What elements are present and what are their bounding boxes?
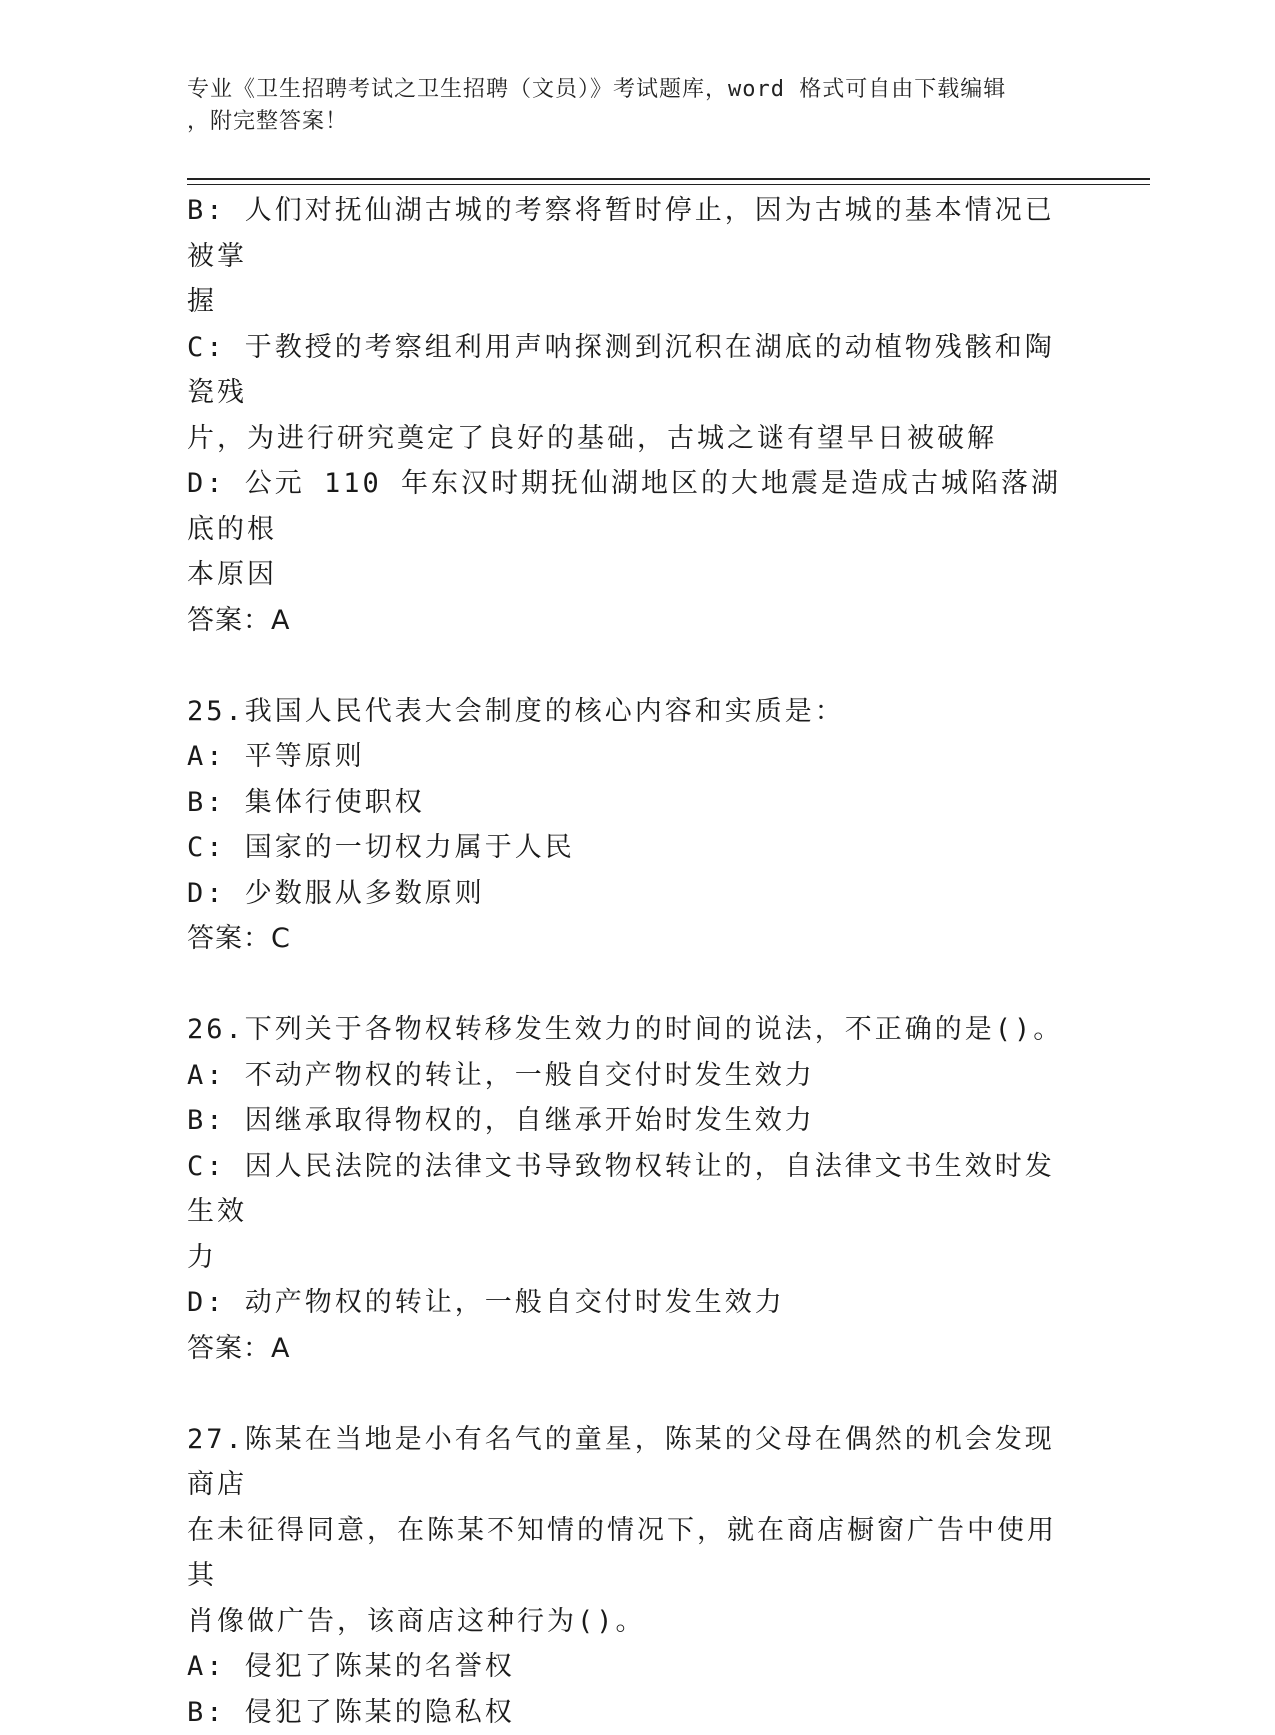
answer	[187, 916, 1077, 962]
document-body	[187, 188, 1077, 1735]
answer-value: A	[271, 605, 290, 636]
question-stem: 25.我国人民代表大会制度的核心内容和实质是：	[187, 689, 1077, 735]
option-d: D: 动产物权的转让，一般自交付时发生效力	[187, 1280, 1077, 1326]
option-b-continuation: 握	[187, 279, 1077, 325]
header-line-1: 专业《卫生招聘考试之卫生招聘（文员）》考试题库，word 格式可自由下载编辑	[187, 74, 1067, 106]
option-b: B: 集体行使职权	[187, 780, 1077, 826]
header-rule-thin	[187, 184, 1150, 185]
answer-label: 答案：	[187, 923, 271, 954]
option-c: C: 于教授的考察组利用声呐探测到沉积在湖底的动植物残骸和陶瓷残	[187, 325, 1077, 416]
option-b: B: 人们对抚仙湖古城的考察将暂时停止，因为古城的基本情况已被掌	[187, 188, 1077, 279]
header-line-2: ，附完整答案！	[187, 106, 1067, 138]
spacer	[187, 1371, 1077, 1417]
question-24-continued	[187, 188, 1077, 643]
option-c: C: 因人民法院的法律文书导致物权转让的，自法律文书生效时发生效	[187, 1144, 1077, 1235]
option-a: A: 不动产物权的转让，一般自交付时发生效力	[187, 1053, 1077, 1099]
option-d: D: 公元 110 年东汉时期抚仙湖地区的大地震是造成古城陷落湖底的根	[187, 461, 1077, 552]
option-a: A: 平等原则	[187, 734, 1077, 780]
option-c-continuation: 片，为进行研究奠定了良好的基础，古城之谜有望早日被破解	[187, 416, 1077, 462]
answer-label: 答案：	[187, 1333, 271, 1364]
question-stem-line-1: 27.陈某在当地是小有名气的童星，陈某的父母在偶然的机会发现商店	[187, 1417, 1077, 1508]
answer-label: 答案：	[187, 605, 271, 636]
option-c-continuation: 力	[187, 1235, 1077, 1281]
option-a: A: 侵犯了陈某的名誉权	[187, 1644, 1077, 1690]
header-rule-thick	[187, 178, 1150, 180]
answer	[187, 1326, 1077, 1372]
question-27	[187, 1417, 1077, 1735]
page-header	[187, 74, 1067, 138]
option-b: B: 因继承取得物权的，自继承开始时发生效力	[187, 1098, 1077, 1144]
question-stem-line-2: 在未征得同意，在陈某不知情的情况下，就在商店橱窗广告中使用其	[187, 1508, 1077, 1599]
option-c: C: 国家的一切权力属于人民	[187, 825, 1077, 871]
spacer	[187, 643, 1077, 689]
question-26	[187, 1007, 1077, 1371]
answer-value: A	[271, 1333, 290, 1364]
question-stem-line-3: 肖像做广告，该商店这种行为()。	[187, 1599, 1077, 1645]
answer	[187, 598, 1077, 644]
question-25	[187, 689, 1077, 962]
spacer	[187, 962, 1077, 1008]
option-b: B: 侵犯了陈某的隐私权	[187, 1690, 1077, 1735]
answer-value: C	[271, 923, 291, 954]
option-d-continuation: 本原因	[187, 552, 1077, 598]
question-stem: 26.下列关于各物权转移发生效力的时间的说法，不正确的是()。	[187, 1007, 1077, 1053]
option-d: D: 少数服从多数原则	[187, 871, 1077, 917]
